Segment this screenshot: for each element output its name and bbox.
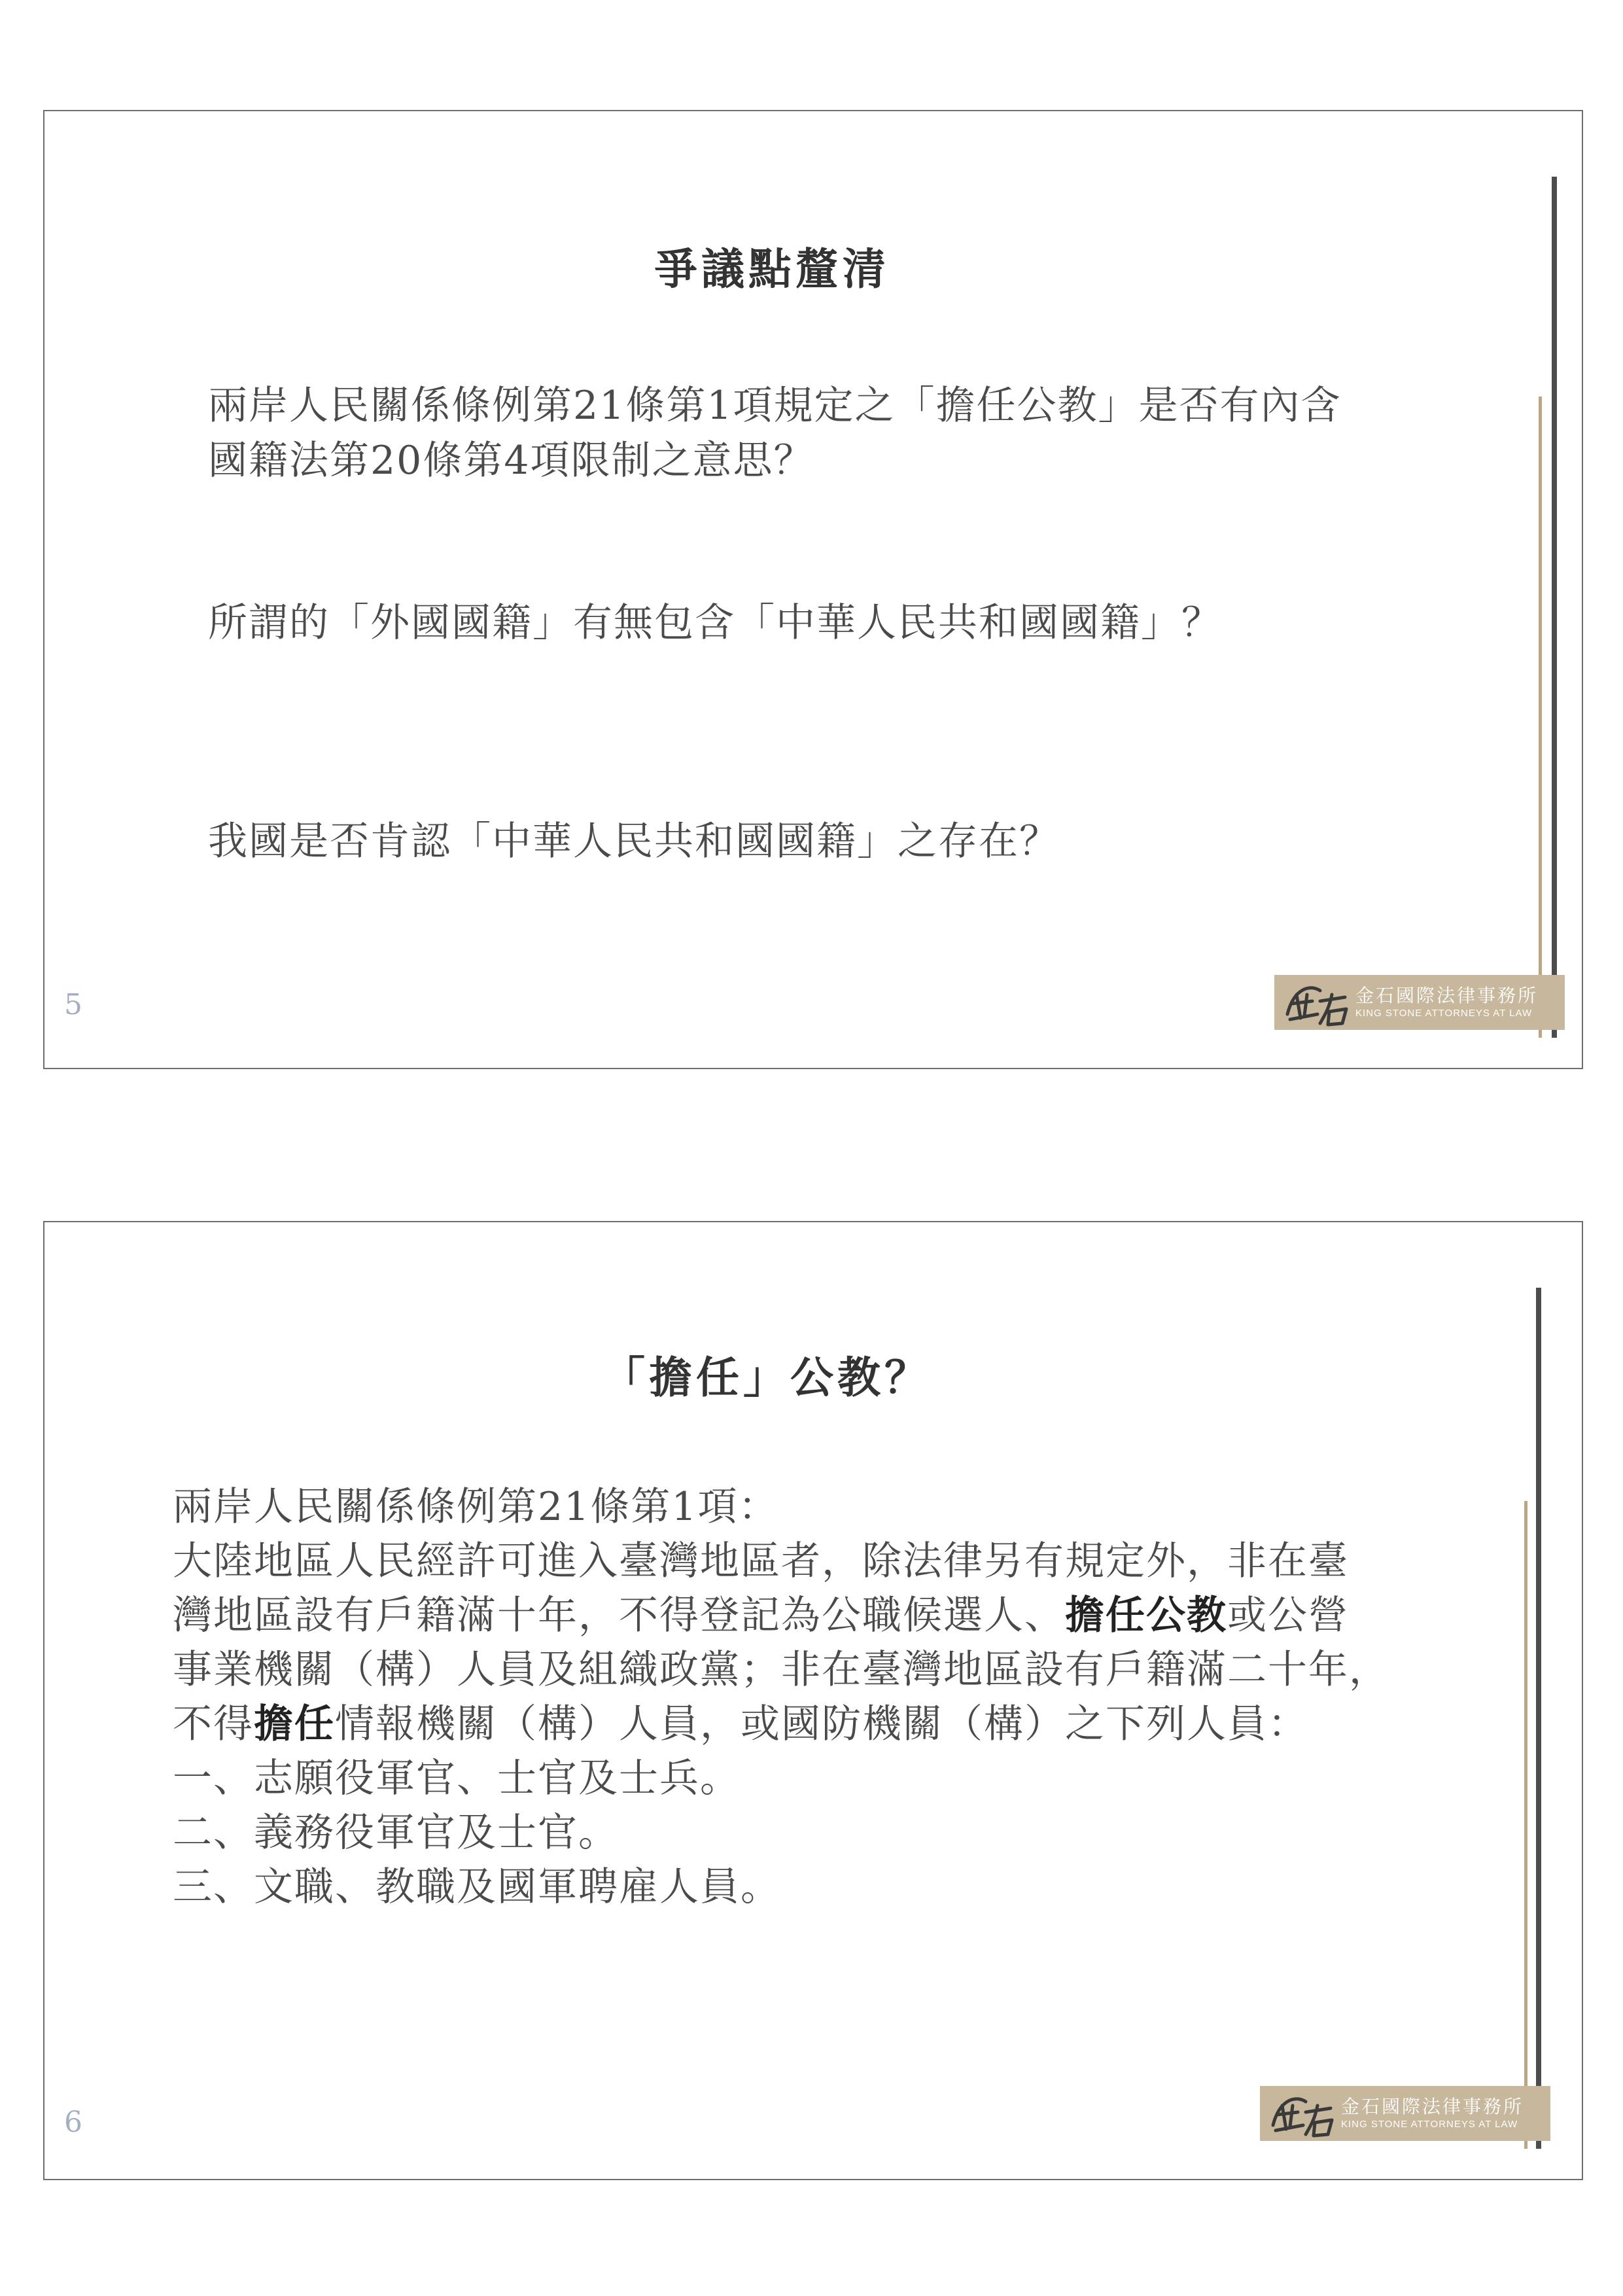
question-3	[208, 814, 1060, 869]
article-line: 灣地區設有戶籍滿十年，不得登記為公職候選人、擔任公教或公營	[173, 1593, 1349, 1638]
article-line: 兩岸人民關係條例第21條第1項：	[173, 1484, 779, 1530]
decorative-dark-bar	[1536, 1288, 1541, 2149]
question-1-line-1: 兩岸人民關係條例第21條第1項規定之「擔任公教」是否有內含	[208, 383, 1342, 429]
emphasis-text: 擔任公教	[1065, 1593, 1227, 1638]
decorative-dark-bar	[1552, 177, 1557, 1038]
decorative-gold-bar	[1539, 397, 1542, 1038]
slide-title: 「擔任」公教？	[602, 1352, 932, 1403]
page-number: 5	[64, 988, 82, 1021]
article-line: 不得擔任情報機關（構）人員，或國防機關（構）之下列人員：	[173, 1701, 1308, 1747]
logo-name-en: KING STONE ATTORNEYS AT LAW	[1355, 1008, 1533, 1019]
slide-6	[43, 1221, 1583, 2180]
logo-name-zh: 金石國際法律事務所	[1341, 2096, 1524, 2117]
emphasis-text: 擔任	[254, 1701, 335, 1747]
question-1-line-2: 國籍法第20條第4項限制之意思？	[208, 438, 814, 484]
article-line: 事業機關（構）人員及組織政黨；非在臺灣地區設有戶籍滿二十年，	[173, 1647, 1389, 1693]
article-line: 二、義務役軍官及士官。	[173, 1810, 619, 1856]
king-stone-logo-icon	[1274, 975, 1359, 1030]
article-line: 三、文職、教職及國軍聘雇人員。	[173, 1864, 781, 1910]
king-stone-logo-icon	[1260, 2086, 1345, 2141]
logo-text	[1341, 2096, 1524, 2131]
decorative-gold-bar	[1524, 1501, 1527, 2149]
article-line: 一、志願役軍官、士官及士兵。	[173, 1756, 741, 1801]
question-3-line-1: 我國是否肯認「中華人民共和國國籍」之存在？	[208, 819, 1060, 864]
article-line: 大陸地區人民經許可進入臺灣地區者，除法律另有規定外，非在臺	[173, 1538, 1349, 1584]
article-text	[173, 1480, 1389, 1915]
logo-name-zh: 金石國際法律事務所	[1355, 985, 1539, 1006]
logo-text	[1355, 985, 1538, 1020]
question-2	[208, 595, 1222, 650]
page-number: 6	[64, 2106, 82, 2139]
logo-name-en: KING STONE ATTORNEYS AT LAW	[1341, 2119, 1518, 2130]
slide-5	[43, 110, 1583, 1069]
question-1	[208, 378, 1342, 488]
question-2-line-1: 所謂的「外國國籍」有無包含「中華人民共和國國籍」？	[208, 600, 1222, 646]
firm-logo	[1260, 2086, 1550, 2141]
slide-title: 爭議點釐清	[654, 243, 890, 294]
firm-logo	[1274, 975, 1565, 1030]
